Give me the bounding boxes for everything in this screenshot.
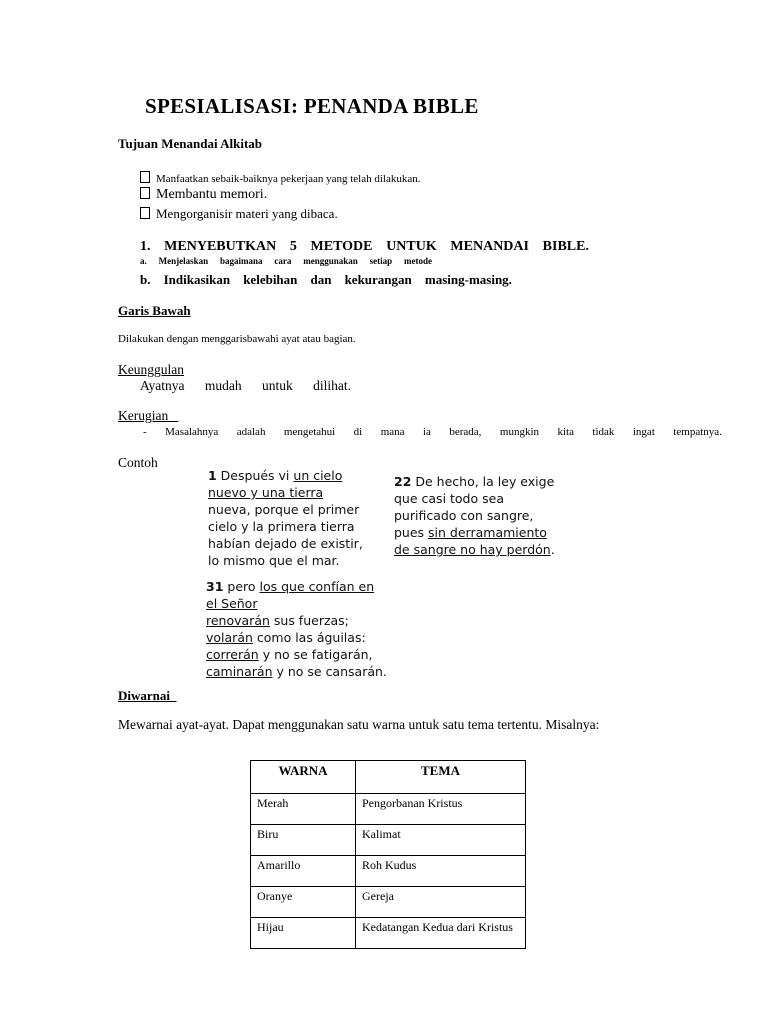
word: berada, <box>449 426 482 438</box>
verse-example-1 <box>208 467 363 569</box>
word: kelebihan <box>243 272 298 287</box>
word: menggunakan <box>303 256 358 266</box>
word: untuk <box>261 378 293 393</box>
verse-text: como las águilas: <box>252 630 366 645</box>
word: mana <box>380 426 405 438</box>
word: ia <box>422 426 431 438</box>
verse-line <box>208 484 363 501</box>
verse-text: lo mismo que el mar. <box>208 553 340 568</box>
keunggulan-text <box>140 378 351 394</box>
cell-tema: Pengorbanan Kristus <box>356 794 526 825</box>
section-heading-garis-bawah: Garis Bawah <box>118 303 191 318</box>
keunggulan-label: Keunggulan <box>118 362 184 377</box>
verse-text: y no se cansarán. <box>272 664 387 679</box>
verse-text: De hecho, la ley exige <box>411 474 555 489</box>
word: tempatnya. <box>673 426 722 438</box>
verse-line <box>206 595 387 612</box>
verse-underlined-text: el Señor <box>206 596 258 611</box>
verse-line <box>208 535 363 552</box>
verse-text: Después vi <box>216 468 294 483</box>
verse-text: habían dejado de existir, <box>208 536 363 551</box>
word: dilihat. <box>313 378 351 393</box>
contoh-label: Contoh <box>118 455 158 470</box>
word: setiap <box>369 256 393 266</box>
verse-text: pero <box>223 579 260 594</box>
verse-text: y no se fatigarán, <box>258 647 373 662</box>
word: bagaimana <box>219 256 263 266</box>
verse-text: pues <box>394 525 429 540</box>
word: UNTUK <box>386 239 437 254</box>
verse-text: cielo y la primera tierra <box>208 519 355 534</box>
garis-bawah-description: Dilakukan dengan menggarisbawahi ayat atau bagian. <box>118 333 356 345</box>
verse-line <box>208 552 363 569</box>
word: dan <box>310 272 332 287</box>
verse-underlined-text: los que confían en <box>259 579 375 594</box>
verse-line <box>394 490 555 507</box>
cell-warna: Biru <box>251 825 356 856</box>
column-header-warna: WARNA <box>251 761 356 794</box>
checkbox-glyph-icon <box>140 207 150 219</box>
word: METODE <box>310 239 373 254</box>
task-line-a <box>140 256 432 266</box>
verse-underlined-text: volarán <box>206 630 253 645</box>
cell-warna: Oranye <box>251 887 356 918</box>
verse-underlined-text: de sangre no hay perdón <box>394 542 551 557</box>
verse-underlined-text: correrán <box>206 647 259 662</box>
verse-line <box>206 629 387 646</box>
table-row <box>251 856 526 887</box>
word: 1. <box>140 239 151 254</box>
column-header-tema: TEMA <box>356 761 526 794</box>
task-line-b <box>140 272 512 288</box>
word: Menjelaskan <box>158 256 209 266</box>
word: BIBLE. <box>542 239 589 254</box>
verse-text: . <box>550 542 555 557</box>
word: masing-masing. <box>424 272 512 287</box>
word: mudah <box>204 378 242 393</box>
checkbox-glyph-icon <box>140 187 150 199</box>
verse-underlined-text: nuevo y una tierra <box>208 485 324 500</box>
bullet-item: Manfaatkan sebaik-baiknya pekerjaan yang telah dilakukan. <box>140 171 421 185</box>
cell-tema: Roh Kudus <box>356 856 526 887</box>
bullet-item: Membantu memori. <box>140 187 267 203</box>
cell-warna: Hijau <box>251 918 356 949</box>
checkbox-glyph-icon <box>140 171 150 183</box>
verse-line <box>208 467 363 484</box>
word: 5 <box>289 239 297 254</box>
verse-line <box>206 646 387 663</box>
verse-number: 22 <box>394 474 412 489</box>
verse-line <box>394 524 555 541</box>
verse-line <box>394 541 555 558</box>
verse-example-31 <box>206 578 387 680</box>
table-header-row <box>251 761 526 794</box>
word: MENYEBUTKAN <box>164 239 277 254</box>
cell-warna: Amarillo <box>251 856 356 887</box>
verse-example-22 <box>394 473 555 558</box>
cell-tema: Kedatangan Kedua dari Kristus <box>356 918 526 949</box>
word: mengetahui <box>283 426 336 438</box>
cell-tema: Gereja <box>356 887 526 918</box>
word: Masalahnya <box>165 426 219 438</box>
word: mungkin <box>499 426 540 438</box>
diwarnai-description: Mewarnai ayat-ayat. Dapat menggunakan satu warna untuk satu tema tertentu. Misalnya: <box>118 717 600 732</box>
verse-number: 1 <box>208 468 217 483</box>
verse-text: nueva, porque el primer <box>208 502 360 517</box>
verse-line <box>394 473 555 490</box>
word: Indikasikan <box>163 272 231 287</box>
verse-line <box>394 507 555 524</box>
word: cara <box>274 256 292 266</box>
verse-underlined-text: caminarán <box>206 664 273 679</box>
word: MENANDAI <box>450 239 529 254</box>
word: ingat <box>632 426 655 438</box>
word: kita <box>557 426 574 438</box>
verse-line <box>206 578 387 595</box>
word: b. <box>140 272 151 287</box>
verse-line <box>208 518 363 535</box>
word: metode <box>403 256 432 266</box>
verse-text: sus fuerzas; <box>269 613 349 628</box>
table-row <box>251 887 526 918</box>
cell-warna: Merah <box>251 794 356 825</box>
page-title: SPESIALISASI: PENANDA BIBLE <box>145 94 479 118</box>
table-row <box>251 918 526 949</box>
kerugian-text <box>143 426 722 438</box>
verse-line <box>206 663 387 680</box>
table-row <box>251 825 526 856</box>
word: kekurangan <box>344 272 412 287</box>
section-heading-diwarnai: Diwarnai <box>118 688 170 703</box>
word: - <box>143 426 147 438</box>
verse-underlined-text: un cielo <box>293 468 343 483</box>
verse-line <box>208 501 363 518</box>
word: tidak <box>592 426 615 438</box>
verse-underlined-text: sin derramamiento <box>428 525 547 540</box>
task-line-1 <box>140 239 589 255</box>
word: a. <box>140 256 147 266</box>
word: Ayatnya <box>140 378 185 393</box>
kerugian-label: Kerugian <box>118 408 169 423</box>
table-row <box>251 794 526 825</box>
word: adalah <box>236 426 266 438</box>
cell-tema: Kalimat <box>356 825 526 856</box>
verse-number: 31 <box>206 579 224 594</box>
verse-underlined-text: renovarán <box>206 613 270 628</box>
verse-line <box>206 612 387 629</box>
section-heading-tujuan: Tujuan Menandai Alkitab <box>118 136 263 151</box>
verse-text: que casi todo sea <box>394 491 504 506</box>
word: di <box>353 426 363 438</box>
color-theme-table <box>250 760 526 949</box>
verse-text: purificado con sangre, <box>394 508 534 523</box>
bullet-item: Mengorganisir materi yang dibaca. <box>140 206 338 222</box>
